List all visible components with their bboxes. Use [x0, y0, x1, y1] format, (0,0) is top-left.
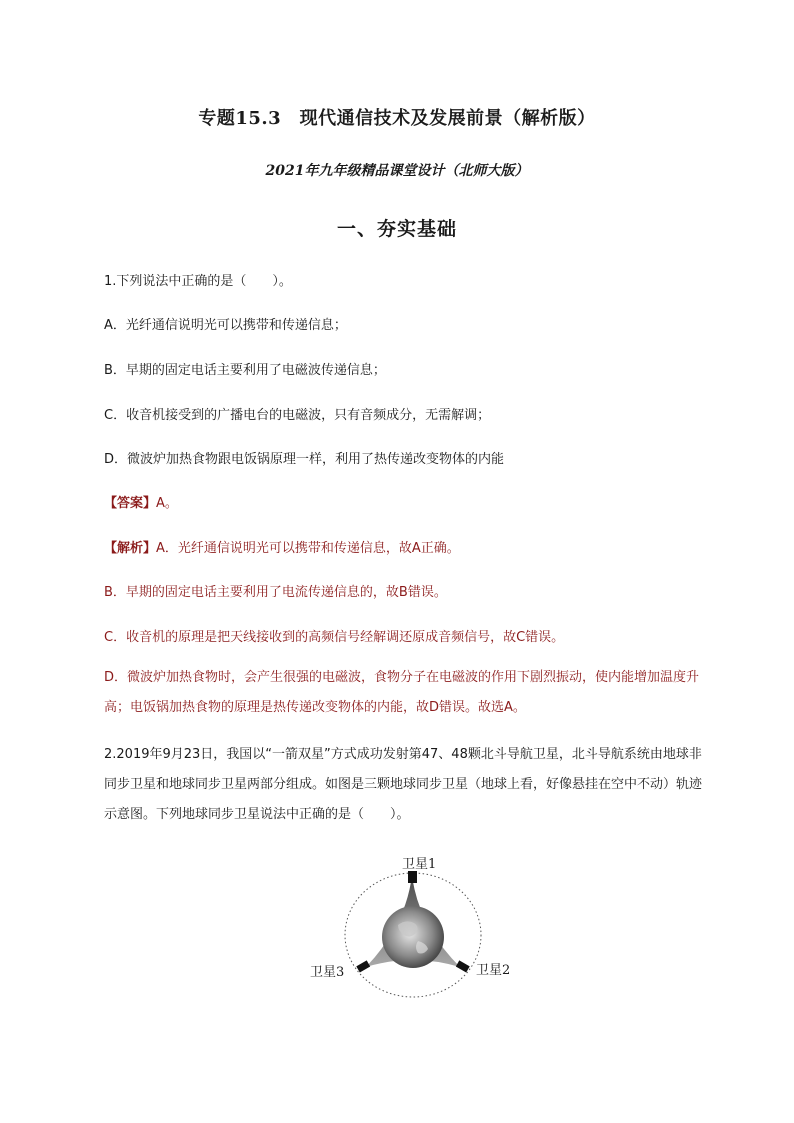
document-title: 专题15.3 现代通信技术及发展前景（解析版） [198, 108, 596, 129]
question-1-answer [104, 492, 178, 511]
satellite-orbit-figure [300, 845, 530, 1005]
section-heading: 一、夯实基础 [336, 218, 457, 240]
satellite-2-label: 卫星2 [476, 963, 511, 978]
question-1-option-c: C．收音机接受到的广播电台的电磁波，只有音频成分，无需解调； [104, 408, 491, 423]
earth-icon [382, 906, 444, 968]
question-1-analysis-c: C．收音机的原理是把天线接收到的高频信号经解调还原成音频信号，故C错误。 [104, 630, 565, 645]
analysis-line-a: A．光纤通信说明光可以携带和传递信息，故A正确。 [156, 541, 460, 556]
satellite-3-label: 卫星3 [310, 965, 345, 980]
satellite-1-label: 卫星1 [402, 857, 437, 872]
question-1-analysis-a [104, 537, 460, 556]
question-1-option-b: B．早期的固定电话主要利用了电磁波传递信息； [104, 363, 386, 378]
answer-tag: 【答案】 [104, 496, 157, 511]
question-1-stem: 1.下列说法中正确的是（ ）。 [104, 274, 292, 289]
analysis-tag: 【解析】 [104, 541, 157, 556]
question-1-analysis-d: D．微波炉加热食物时，会产生很强的电磁波，食物分子在电磁波的作用下剧烈振动，使内能增加温度升高；电饭锅加热食物的原理是热传递改变物体的内能，故D错误。故选A。 [104, 670, 700, 715]
document-subtitle: 2021年九年级精品课堂设计（北师大版） [265, 163, 529, 179]
question-1-analysis-b: B．早期的固定电话主要利用了电流传递信息的，故B错误。 [104, 585, 447, 600]
satellite-2-icon [456, 960, 470, 972]
satellite-1-icon [408, 871, 417, 883]
question-1-option-a: A．光纤通信说明光可以携带和传递信息； [104, 318, 347, 333]
answer-value: A。 [156, 496, 178, 511]
question-1-option-d: D．微波炉加热食物跟电饭锅原理一样，利用了热传递改变物体的内能 [104, 452, 505, 467]
question-2-stem: 2.2019年9月23日，我国以“一箭双星”方式成功发射第47、48颗北斗导航卫星，北斗导航系统由地球非同步卫星和地球同步卫星两部分组成。如图是三颗地球同步卫星（地球上看，好像悬挂在空中不动）轨迹示意图。下列地球同步卫星说法中正确的是（ ）。 [104, 747, 703, 822]
satellite-3-icon [356, 960, 370, 972]
